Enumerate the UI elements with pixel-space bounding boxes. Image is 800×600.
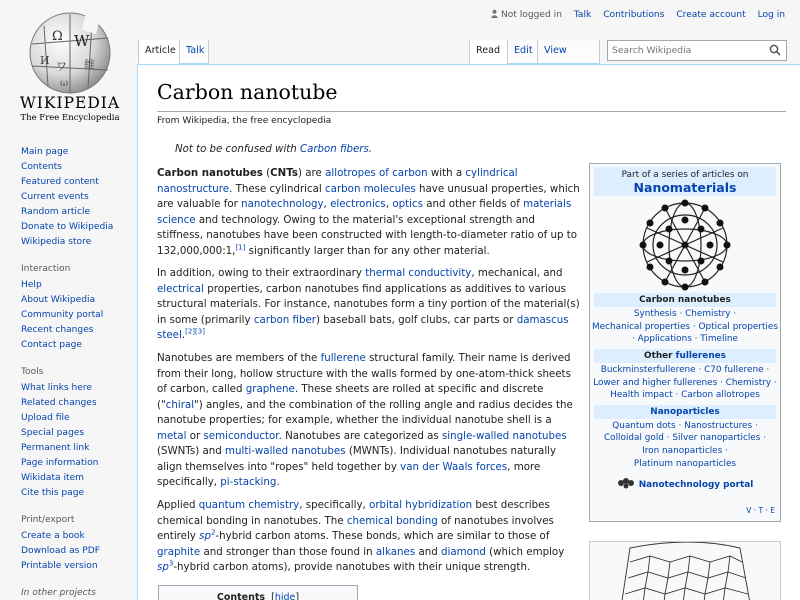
paragraph-fullerene: Nanotubes are members of the fullerene structural family. Their name is derived from their long, hollow structure with the walls formed by one-atom-thick sheets of carbon, called graphene. These sheets are rolled at specific and discrete ("chiral") angles, and the combination of the rolling angle and radius decides the nanotube properties; for example, whether the individual nanotube shell is a metal or semiconductor. Nanotubes are categorized as single-walled nanotubes (SWNTs) and multi-walled nanotubes (MWNTs). Individual nanotubes naturally align themselves into "ropes" held together by van der Waals forces, more specifically, pi-stacking. bbox=[157, 352, 573, 489]
infobox-header bbox=[594, 167, 776, 196]
article-link[interactable]: graphite bbox=[157, 545, 201, 558]
sidebar-item-donate-to-wikipedia[interactable]: Donate to Wikipedia bbox=[21, 222, 114, 232]
article-link[interactable]: metal bbox=[157, 429, 187, 442]
infobox-links[interactable]: Platinum nanoparticles bbox=[633, 458, 737, 469]
sidebar-item-help[interactable]: Help bbox=[21, 280, 42, 290]
article-link[interactable]: electronics bbox=[330, 198, 386, 210]
nanotube-structure-image bbox=[590, 542, 781, 600]
article-link[interactable]: pi-stacking bbox=[220, 476, 277, 489]
infobox-section-carbon-nanotubes: Carbon nanotubes bbox=[594, 293, 776, 307]
article-link[interactable]: $sp^2$ bbox=[199, 528, 216, 543]
sidebar-item-create-a-book[interactable]: Create a book bbox=[21, 531, 85, 541]
article-body bbox=[157, 166, 582, 583]
log-in-link[interactable]: Log in bbox=[757, 10, 785, 20]
infobox-links[interactable]: Iron nanoparticles · bbox=[642, 445, 728, 456]
sidebar-item-wikidata-item[interactable]: Wikidata item bbox=[21, 473, 85, 483]
search-input[interactable] bbox=[607, 40, 787, 61]
sidebar-item-current-events[interactable]: Current events bbox=[21, 192, 89, 202]
paragraph-intro: Carbon nanotubes (CNTs) are allotropes of carbon with a cylindrical nanostructure. These cylindrical carbon molecules have unusual properties, which are valuable for nanotechnology, electronics, optics and other fields of materials science and technology. Owing to the material's exceptional strength and stiffness, nanotubes have been constructed with length-to-diameter ratio of up to 132,000,000:1,[1] significantly larger than for any other material. bbox=[157, 167, 580, 257]
search-icon[interactable] bbox=[769, 44, 781, 56]
infobox-list-fullerenes bbox=[590, 363, 780, 405]
sidebar-item-upload-file[interactable]: Upload file bbox=[21, 413, 70, 423]
tab-talk[interactable]: Talk bbox=[179, 40, 209, 64]
hatnote-period: . bbox=[368, 144, 373, 155]
infobox-links[interactable]: Colloidal gold · Silver nanoparticles · bbox=[603, 433, 767, 444]
infobox-links[interactable]: Synthesis · Chemistry · bbox=[633, 309, 737, 320]
article-link[interactable]: carbon fiber bbox=[253, 313, 316, 326]
infobox-section-prefix: Other bbox=[644, 350, 676, 361]
toc-bracket-close: ] bbox=[295, 592, 300, 600]
sidebar-item-page-information[interactable]: Page information bbox=[21, 458, 99, 468]
sidebar-heading-tools[interactable]: Tools bbox=[21, 367, 44, 377]
toc-title: Contents bbox=[216, 592, 266, 600]
article-link[interactable]: carbon molecules bbox=[325, 182, 416, 195]
paragraph-chemistry: Applied quantum chemistry, specifically, orbital hybridization best describes chemical bonding in nanotubes. The chemical bonding of nanotubes involves entirely $sp^2$-hybrid carbon atoms. These bonds, which are similar to those of graphite and stronger than those found in alkanes and diamond (which employ $sp^3$-hybrid carbon atoms), provide nanotubes with their unique strength. bbox=[157, 499, 565, 574]
sidebar-navigation bbox=[21, 145, 136, 250]
sidebar-item-cite-this-page[interactable]: Cite this page bbox=[21, 488, 85, 498]
svg-text:維: 維 bbox=[84, 58, 95, 71]
sidebar-item-contact-page[interactable]: Contact page bbox=[21, 340, 82, 350]
article-link[interactable]: fullerene bbox=[320, 352, 366, 365]
sidebar-item-recent-changes[interactable]: Recent changes bbox=[21, 325, 94, 335]
article-link[interactable]: graphene bbox=[245, 383, 295, 396]
article-link[interactable]: orbital hybridization bbox=[369, 499, 473, 512]
personal-tools bbox=[481, 9, 785, 20]
article-link[interactable]: $sp^3$ bbox=[157, 559, 174, 574]
infobox-title[interactable]: Nanomaterials bbox=[633, 179, 737, 195]
sidebar-item-contents[interactable]: Contents bbox=[21, 162, 62, 172]
page-title: Carbon nanotube bbox=[157, 80, 338, 104]
svg-text:W: W bbox=[74, 32, 90, 50]
infobox-section-nanoparticles bbox=[594, 405, 776, 419]
sidebar-item-related-changes[interactable]: Related changes bbox=[21, 398, 97, 408]
infobox-series-label: Part of a series of articles on bbox=[621, 170, 749, 180]
article-link[interactable]: thermal conductivity bbox=[365, 267, 472, 280]
infobox-fullerenes-link[interactable]: fullerenes bbox=[675, 350, 726, 361]
talk-link[interactable]: Talk bbox=[573, 10, 592, 20]
article-link[interactable]: chiral bbox=[165, 398, 195, 411]
infobox-list-nanoparticles bbox=[590, 419, 780, 473]
article-link[interactable]: damascus steel bbox=[157, 313, 569, 342]
infobox-nanoparticles-link[interactable]: Nanoparticles bbox=[650, 406, 720, 417]
table-of-contents bbox=[158, 585, 358, 600]
tab-edit[interactable]: Edit bbox=[507, 40, 537, 64]
article-link[interactable]: cylindrical nanostructure bbox=[157, 167, 518, 195]
infobox-nanomaterials bbox=[589, 163, 781, 522]
user-icon bbox=[490, 9, 499, 18]
logo-tagline: The Free Encyclopedia bbox=[20, 113, 120, 123]
infobox-section-other-fullerenes bbox=[594, 349, 776, 363]
article-link[interactable]: materials science bbox=[157, 198, 572, 226]
article-link[interactable]: multi-walled nanotubes bbox=[225, 445, 346, 458]
sidebar-item-permanent-link[interactable]: Permanent link bbox=[21, 443, 90, 453]
infobox-links[interactable]: Lower and higher fullerenes · Chemistry · bbox=[593, 377, 777, 388]
article-link[interactable]: van der Waals forces bbox=[400, 460, 508, 473]
sidebar-item-download-as-pdf[interactable]: Download as PDF bbox=[21, 546, 101, 556]
infobox-list-carbon-nanotubes bbox=[590, 307, 780, 349]
sidebar-item-special-pages[interactable]: Special pages bbox=[21, 428, 85, 438]
fullerene-image[interactable] bbox=[635, 198, 735, 292]
article-link[interactable]: optics bbox=[392, 198, 423, 210]
sidebar-item-main-page[interactable]: Main page bbox=[21, 147, 69, 157]
hatnote-link-carbon-fibers[interactable]: Carbon fibers bbox=[300, 144, 369, 155]
sidebar-interaction bbox=[21, 278, 136, 353]
nanotube-image[interactable] bbox=[589, 541, 781, 600]
sidebar-item-featured-content[interactable]: Featured content bbox=[21, 177, 99, 187]
navbox-vte[interactable]: V · T · E bbox=[746, 506, 775, 516]
article-link[interactable]: diamond bbox=[441, 545, 486, 558]
article-link[interactable]: [1] bbox=[235, 243, 246, 252]
contributions-link[interactable]: Contributions bbox=[603, 10, 665, 20]
infobox-links[interactable]: · Applications · Timeline bbox=[631, 334, 739, 345]
infobox-links[interactable]: Health impact · Carbon allotropes bbox=[610, 390, 760, 401]
create-account-link[interactable]: Create account bbox=[676, 10, 746, 20]
paragraph-thermal: In addition, owing to their extraordinary thermal conductivity, mechanical, and electrical properties, carbon nanotubes find applications as additives to various structural materials. For instance, nanotubes form a tiny portion of the material(s) in some (primarily carbon fiber) baseball bats, golf clubs, car parts or damascus steel.[2][3] bbox=[157, 267, 580, 342]
tab-read[interactable]: Read bbox=[469, 40, 507, 64]
tab-article[interactable]: Article bbox=[138, 40, 179, 64]
not-logged-in-label: Not logged in bbox=[500, 10, 562, 20]
article-link[interactable]: nanotechnology bbox=[241, 198, 324, 210]
sidebar-item-wikipedia-store[interactable]: Wikipedia store bbox=[21, 237, 92, 247]
toc-bracket-open: [ bbox=[268, 592, 275, 600]
infobox-links[interactable]: Quantum dots · Nanostructures · bbox=[612, 420, 758, 431]
article-link[interactable]: semiconductor bbox=[203, 429, 279, 442]
infobox-links[interactable]: Buckminsterfullerene · C70 fullerene · bbox=[600, 364, 770, 375]
article-link[interactable]: alkanes bbox=[375, 545, 416, 558]
sidebar-item-random-article[interactable]: Random article bbox=[21, 207, 91, 217]
article-link[interactable]: chemical bonding bbox=[346, 514, 438, 527]
article-link[interactable]: allotropes of carbon bbox=[325, 167, 428, 179]
svg-text:И: И bbox=[40, 54, 50, 67]
wordmark: WIKIPEDIA bbox=[19, 94, 121, 112]
sidebar-item-printable-version[interactable]: Printable version bbox=[21, 561, 98, 571]
sidebar-item-what-links-here[interactable]: What links here bbox=[21, 383, 92, 393]
not-logged-in bbox=[490, 10, 562, 20]
article-link[interactable]: quantum chemistry bbox=[198, 499, 300, 512]
infobox-links[interactable]: Mechanical properties · Optical properties bbox=[592, 321, 778, 332]
site-subtitle: From Wikipedia, the free encyclopedia bbox=[157, 116, 332, 126]
hatnote-text: Not to be confused with bbox=[175, 144, 300, 155]
sidebar-tools bbox=[21, 381, 136, 501]
sidebar-heading-print[interactable]: Print/export bbox=[21, 515, 75, 525]
tab-view-history[interactable]: View bbox=[537, 40, 600, 64]
article-link[interactable]: [3] bbox=[195, 327, 205, 336]
hatnote bbox=[175, 144, 372, 155]
nanotechnology-portal-icon bbox=[617, 477, 635, 489]
sidebar-item-community-portal[interactable]: Community portal bbox=[21, 310, 104, 320]
search-placeholder: Search Wikipedia bbox=[612, 45, 692, 56]
svg-text:Ω: Ω bbox=[52, 29, 63, 44]
article-link[interactable]: electrical bbox=[157, 282, 204, 295]
content-area bbox=[137, 64, 800, 600]
portal-link[interactable] bbox=[590, 477, 780, 493]
sidebar-item-about-wikipedia[interactable]: About Wikipedia bbox=[21, 295, 96, 305]
svg-text:ワ: ワ bbox=[56, 60, 67, 73]
sidebar-heading-other-projects[interactable]: In other projects bbox=[21, 588, 96, 598]
sidebar-heading-interaction[interactable]: Interaction bbox=[21, 264, 71, 274]
sidebar bbox=[21, 145, 136, 600]
toc-hide-link[interactable]: hide bbox=[274, 592, 296, 600]
title-divider bbox=[157, 111, 786, 112]
puzzle-globe-icon bbox=[26, 8, 114, 94]
sidebar-print bbox=[21, 529, 136, 574]
article-link[interactable]: single-walled nanotubes bbox=[441, 429, 567, 442]
wikipedia-logo[interactable] bbox=[10, 8, 130, 126]
portal-link-label[interactable]: Nanotechnology portal bbox=[638, 480, 754, 491]
svg-text:ω: ω bbox=[60, 78, 69, 89]
article-link[interactable]: [2] bbox=[185, 327, 196, 336]
